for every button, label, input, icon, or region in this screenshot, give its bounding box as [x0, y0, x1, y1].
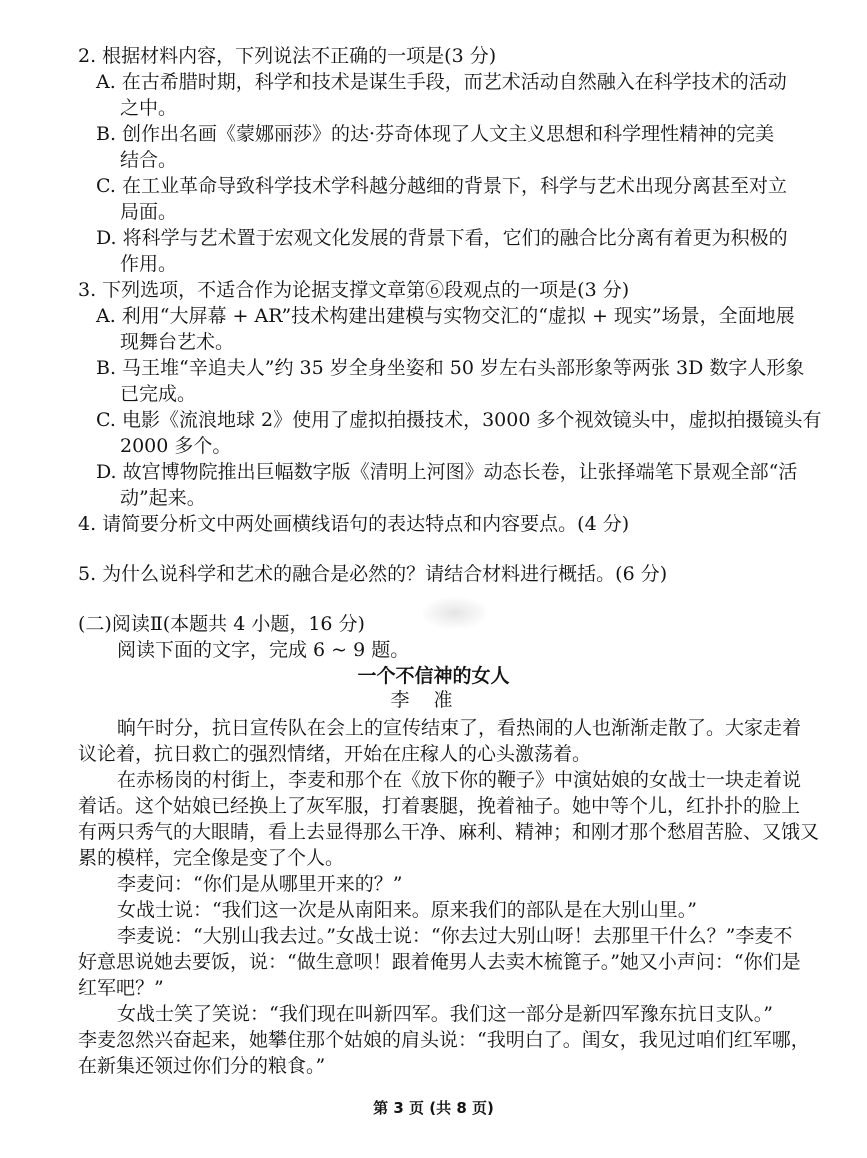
- question-2-option-b: B. 创作出名画《蒙娜丽莎》的达·芬奇体现了人文主义思想和科学理性精神的完美: [96, 123, 775, 145]
- story-line: 累的模样，完全像是变了个人。: [78, 847, 345, 869]
- section-heading: (二)阅读Ⅱ(本题共 4 小题，16 分): [78, 613, 365, 635]
- story-line: 女战士笑了笑说：“我们现在叫新四军。我们这一部分是新四军豫东抗日支队。”: [117, 1003, 773, 1025]
- question-2-option-d: D. 将科学与艺术置于宏观文化发展的背景下看，它们的融合比分离有着更为积极的: [96, 227, 788, 249]
- question-3-option-a: A. 利用“大屏幕 + AR”技术构建出建模与实物交汇的“虚拟 + 现实”场景，全面地展: [96, 305, 795, 327]
- story-line: 李麦问：“你们是从哪里开来的？”: [117, 873, 403, 895]
- story-line: 在新集还领过你们分的粮食。”: [78, 1055, 326, 1077]
- section-instruction: 阅读下面的文字，完成 6 ~ 9 题。: [117, 639, 410, 661]
- story-line: 在赤杨岗的村街上，李麦和那个在《放下你的鞭子》中演姑娘的女战士一块走着说: [117, 769, 802, 791]
- story-line: 着话。这个姑娘已经换上了灰军服，打着裹腿，挽着袖子。她中等个儿，红扑扑的脸上: [78, 795, 801, 817]
- question-3-stem: 3. 下列选项，不适合作为论据支撑文章第⑥段观点的一项是(3 分): [78, 279, 630, 301]
- story-author: 李准: [390, 689, 477, 711]
- story-line: 好意思说她去要饭，说：“做生意呗！跟着俺男人去卖木梳篦子。”她又小声问：“你们是: [78, 951, 801, 973]
- story-line: 李麦说：“大别山我去过。”女战士说：“你去过大别山呀！去那里干什么？”李麦不: [117, 925, 793, 947]
- question-3-option-a-cont: 现舞台艺术。: [120, 331, 235, 353]
- question-3-option-c: C. 电影《流浪地球 2》使用了虚拟拍摄技术，3000 多个视效镜头中，虚拟拍摄镜头有: [96, 409, 822, 431]
- question-3-option-d: D. 故宫博物院推出巨幅数字版《清明上河图》动态长卷，让张择端笔下景观全部“活: [96, 461, 798, 483]
- question-2-option-a: A. 在古希腊时期，科学和技术是谋生手段，而艺术活动自然融入在科学技术的活动: [96, 71, 787, 93]
- story-title: 一个不信神的女人: [357, 665, 510, 687]
- question-2-option-c-cont: 局面。: [120, 201, 178, 223]
- scan-smudge: [420, 596, 490, 630]
- story-line: 晌午时分，抗日宣传队在会上的宣传结束了，看热闹的人也渐渐走散了。大家走着: [117, 717, 802, 739]
- story-line: 女战士说：“我们这一次是从南阳来。原来我们的部队是在大别山里。”: [117, 899, 697, 921]
- question-3-option-d-cont: 动”起来。: [120, 487, 206, 509]
- page-number: 第 3 页 (共 8 页): [373, 1099, 494, 1117]
- question-3-option-b-cont: 已完成。: [120, 383, 197, 405]
- story-line: 议论着，抗日救亡的强烈情绪，开始在庄稼人的心头激荡着。: [78, 743, 592, 765]
- question-2-option-d-cont: 作用。: [120, 253, 178, 275]
- question-2-option-a-cont: 之中。: [120, 97, 178, 119]
- question-2-option-c: C. 在工业革命导致科学技术学科越分越细的背景下，科学与艺术出现分离甚至对立: [96, 175, 787, 197]
- question-2-option-b-cont: 结合。: [120, 149, 178, 171]
- story-line: 李麦忽然兴奋起来，她攀住那个姑娘的肩头说：“我明白了。闺女，我见过咱们红军哪，: [78, 1029, 810, 1051]
- question-4: 4. 请简要分析文中两处画横线语句的表达特点和内容要点。(4 分): [78, 513, 630, 535]
- question-3-option-c-cont: 2000 多个。: [120, 435, 232, 457]
- question-3-option-b: B. 马王堆“辛追夫人”约 35 岁全身坐姿和 50 岁左右头部形象等两张 3D 数字人形象: [96, 357, 805, 379]
- story-line: 红军吧？”: [78, 977, 164, 999]
- question-2-stem: 2. 根据材料内容，下列说法不正确的一项是(3 分): [78, 45, 497, 67]
- story-line: 有两只秀气的大眼睛，看上去显得那么干净、麻利、精神；和刚才那个愁眉苦脸、又饿又: [78, 821, 820, 843]
- question-5: 5. 为什么说科学和艺术的融合是必然的？请结合材料进行概括。(6 分): [78, 563, 668, 585]
